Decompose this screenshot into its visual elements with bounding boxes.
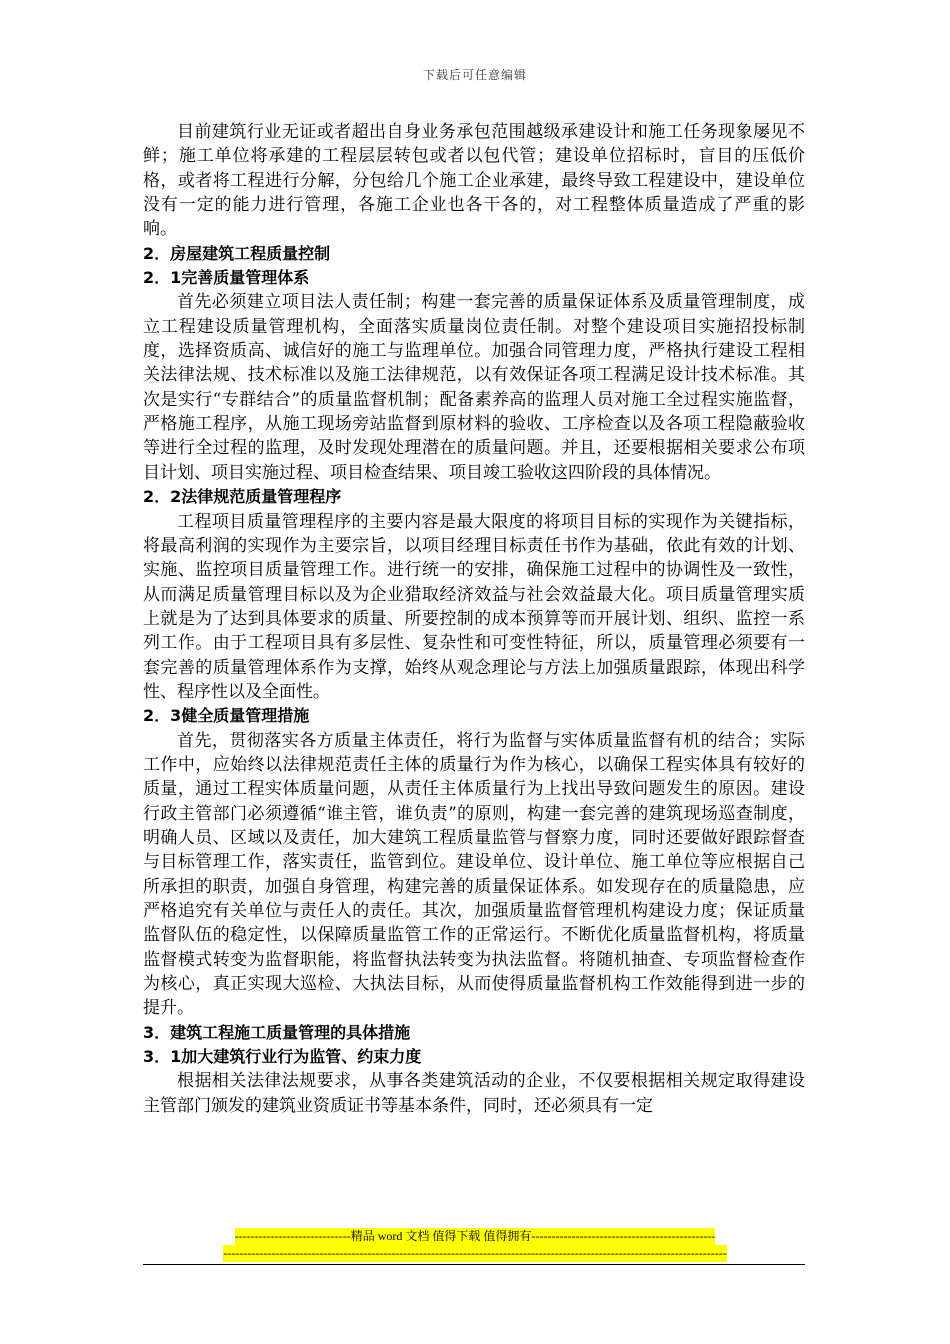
section-heading-3: 3．建筑工程施工质量管理的具体措施 xyxy=(143,1022,411,1042)
paragraph-intro: 目前建筑行业无证或者超出自身业务承包范围越级承建设计和施工任务现象屡见不鲜；施工单位将承建的工程层层转包或者以包代管；建设单位招标时，盲目的压低价格，或者将工程进行分解，分包给几个施工企业承建，最终导致工程建设中，建设单位没有一定的能力进行管理，各施工企业也各干各的，对工程整体质量造成了严重的影响。 xyxy=(143,122,805,240)
document-body xyxy=(143,120,805,1118)
section-heading-2: 2．房屋建筑工程质量控制 xyxy=(143,243,331,263)
footer-banner-line-1: -----------------------------精品 word 文档 值得下载 值得拥有---------------------------------------------- xyxy=(234,1229,716,1243)
subsection-heading-2-3: 2．3健全质量管理措施 xyxy=(143,706,310,726)
footer-divider xyxy=(143,1264,805,1265)
page-header: 下载后可任意编辑 xyxy=(422,68,527,82)
paragraph-3-1: 根据相关法律法规要求，从事各类建筑活动的企业，不仅要根据相关规定取得建设主管部门颁发的建筑业资质证书等基本条件，同时，还必须具有一定 xyxy=(143,1071,805,1116)
subsection-heading-2-1: 2．1完善质量管理体系 xyxy=(143,268,310,288)
paragraph-2-3: 首先，贯彻落实各方质量主体责任，将行为监督与实体质量监督有机的结合；实际工作中，应始终以法律规范责任主体的质量行为作为核心，以确保工程实体具有较好的质量，通过工程实体质量问题，从责任主体质量行为上找出导致问题发生的原因。建设行政主管部门必须遵循“谁主管，谁负责”的原则，构建一套完善的建筑现场巡查制度，明确人员、区域以及责任，加大建筑工程质量监管与督察力度，同时还要做好跟踪督查与目标管理工作，落实责任，监管到位。建设单位、设计单位、施工单位等应根据自己所承担的职责，加强自身管理，构建完善的质量保证体系。如发现存在的质量隐患，应严格追究有关单位与责任人的责任。其次，加强质量监督管理机构建设力度；保证质量监督队伍的稳定性，以保障质量监管工作的正常运行。不断优化质量监督机构，将质量监督模式转变为监督职能，将监督执法转变为执法监督。将随机抽查、专项监督检查作为核心，真正实现大巡检、大执法目标，从而使得质量监督机构工作效能得到进一步的提升。 xyxy=(143,730,805,1019)
paragraph-2-1: 首先必须建立项目法人责任制；构建一套完善的质量保证体系及质量管理制度，成立工程建设质量管理机构，全面落实质量岗位责任制。对整个建设项目实施招投标制度，选择资质高、诚信好的施工与监理单位。加强合同管理力度，严格执行建设工程相关法律法规、技术标准以及施工法律规范，以有效保证各项工程满足设计技术标准。其次是实行“专群结合”的质量监督机制；配备素养高的监理人员对施工全过程实施监督，严格施工程序，从施工现场旁站监督到原材料的验收、工序检查以及各项工程隐蔽验收等进行全过程的监理，及时发现处理潜在的质量问题。并且，还要根据相关要求公布项目计划、项目实施过程、项目检查结果、项目竣工验收这四阶段的具体情况。 xyxy=(143,292,805,483)
subsection-heading-2-2: 2．2法律规范质量管理程序 xyxy=(143,487,342,507)
subsection-heading-3-1: 3．1加大建筑行业行为监管、约束力度 xyxy=(143,1047,422,1067)
footer-banner-line-2: ------------------------------------------------------------------------------------------------------------------------------ xyxy=(223,1246,727,1260)
paragraph-2-2: 工程项目质量管理程序的主要内容是最大限度的将项目目标的实现作为关键指标，将最高利润的实现作为主要宗旨，以项目经理目标责任书作为基础，依此有效的计划、实施、监控项目质量管理工作。进行统一的安排，确保施工过程中的协调性及一致性，从而满足质量管理目标以及为企业猎取经济效益与社会效益最大化。项目质量管理实质上就是为了达到具体要求的质量、所要控制的成本预算等而开展计划、组织、监控一系列工作。由于工程项目具有多层性、复杂性和可变性特征，所以，质量管理必须要有一套完善的质量管理体系作为支撑，始终从观念理论与方法上加强质量跟踪，体现出科学性、程序性以及全面性。 xyxy=(143,511,805,702)
footer-banner xyxy=(0,1228,950,1262)
